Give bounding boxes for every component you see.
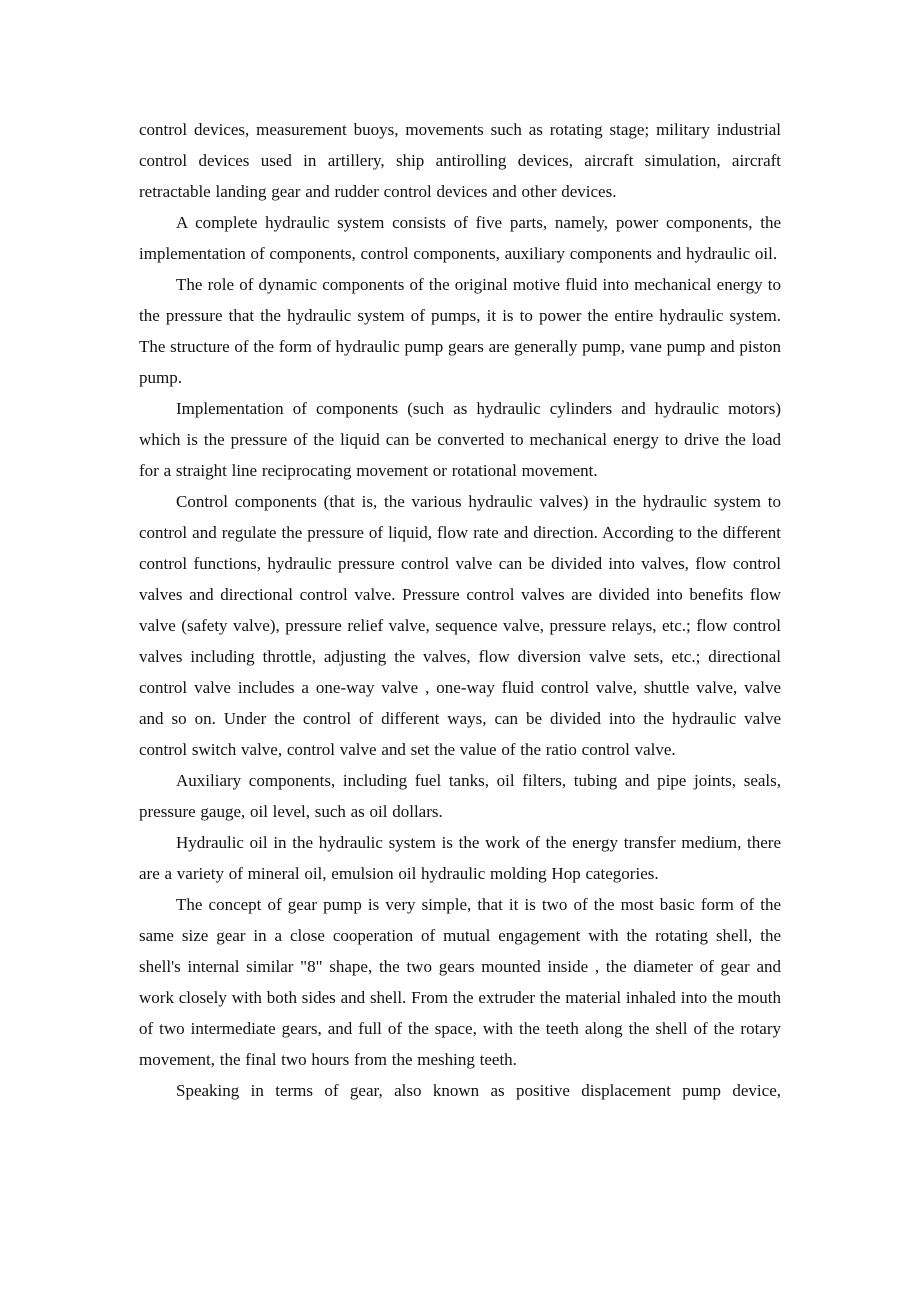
paragraph-auxiliary-components: Auxiliary components, including fuel tanks, oil filters, tubing and pipe joints, seals, pressure gauge, oil level, such as oil dollars. (139, 771, 781, 821)
paragraph-system-parts: A complete hydraulic system consists of five parts, namely, power components, the implementation of components, control components, auxiliary components and hydraulic oil. (139, 213, 781, 263)
paragraph-gear-displacement: Speaking in terms of gear, also known as positive displacement pump device, (176, 1081, 781, 1100)
paragraph-applications-continued: control devices, measurement buoys, movements such as rotating stage; military industrial control devices used in artillery, ship antirolling devices, aircraft simulation, aircraft retractable landing gear and rudder control devices and other devices. (139, 120, 781, 201)
paragraph-dynamic-components: The role of dynamic components of the original motive fluid into mechanical energy to the pressure that the hydraulic system of pumps, it is to power the entire hydraulic system. The structure of the form of hydraulic pump gears are generally pump, vane pump and piston pump. (139, 275, 781, 387)
paragraph-control-components: Control components (that is, the various hydraulic valves) in the hydraulic system to control and regulate the pressure of liquid, flow rate and direction. According to the different control functions, hydraulic pressure control valve can be divided into valves, flow control valves and directional control valve. Pressure control valves are divided into benefits flow valve (safety valve), pressure relief valve, sequence valve, pressure relays, etc.; flow control valves including throttle, adjusting the valves, flow diversion valve sets, etc.; directional control valve includes a one-way valve , one-way fluid control valve, shuttle valve, valve and so on. Under the control of different ways, can be divided into the hydraulic valve control switch valve, control valve and set the value of the ratio control valve. (139, 492, 781, 759)
paragraph-gear-pump-concept: The concept of gear pump is very simple, that it is two of the most basic form of the same size gear in a close cooperation of mutual engagement with the rotating shell, the shell's internal similar "8" shape, the two gears mounted inside , the diameter of gear and work closely with both sides and shell. From the extruder the material inhaled into the mouth of two intermediate gears, and full of the space, with the teeth along the shell of the rotary movement, the final two hours from the meshing teeth. (139, 895, 781, 1069)
document-page (139, 114, 781, 1106)
paragraph-implementation-components: Implementation of components (such as hydraulic cylinders and hydraulic motors) which is the pressure of the liquid can be converted to mechanical energy to drive the load for a straight line reciprocating movement or rotational movement. (139, 399, 781, 480)
paragraph-hydraulic-oil: Hydraulic oil in the hydraulic system is the work of the energy transfer medium, there are a variety of mineral oil, emulsion oil hydraulic molding Hop categories. (139, 833, 781, 883)
